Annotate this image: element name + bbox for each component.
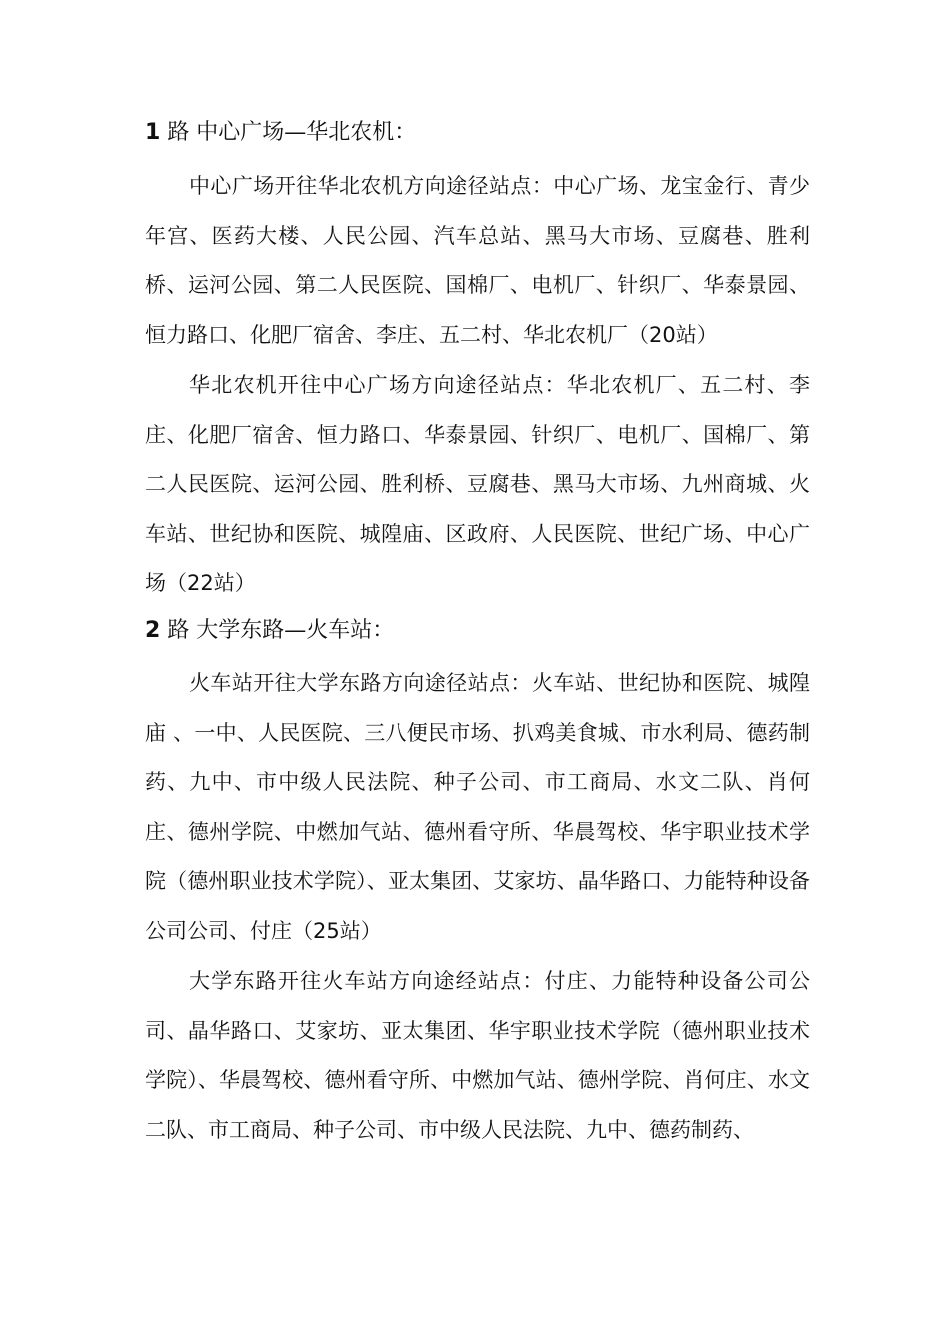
route-1-inbound-count: （22站）	[166, 571, 256, 595]
route-1-outbound-text: 中心广场开往华北农机方向途径站点：中心广场、龙宝金行、青少年宫、医药大楼、人民公园、汽车总站、黑马大市场、豆腐巷、胜利桥、运河公园、第二人民医院、国棉厂、电机厂、针织厂、华泰景园、恒力路口、化肥厂宿舍、李庄、五二村、华北农机厂	[145, 174, 810, 347]
route-1-outbound-stops	[145, 162, 810, 360]
route-2-outbound-count: （25站）	[292, 918, 382, 943]
route-1-inbound-stops	[145, 361, 810, 609]
route-1-inbound-text: 华北农机开往中心广场方向途径站点：华北农机厂、五二村、李庄、化肥厂宿舍、恒力路口、华泰景园、针织厂、电机厂、国棉厂、第二人民医院、运河公园、胜利桥、豆腐巷、黑马大市场、九州商城、火车站、世纪协和医院、城隍庙、区政府、人民医院、世纪广场、中心广场	[145, 373, 810, 595]
route-2-inbound-text: 大学东路开往火车站方向途经站点：付庄、力能特种设备公司公司、晶华路口、艾家坊、亚太集团、华宇职业技术学院（德州职业技术学院）、华晨驾校、德州看守所、中燃加气站、德州学院、肖何庄、水文二队、市工商局、种子公司、市中级人民法院、九中、德药制药、	[145, 969, 810, 1142]
route-1-number: 1	[145, 120, 161, 145]
route-2-title: 路 大学东路—火车站：	[167, 618, 395, 643]
route-2-number: 2	[145, 618, 161, 643]
route-1-outbound-count: （20站）	[628, 322, 718, 347]
route-1-heading	[145, 118, 416, 148]
route-2-heading	[145, 616, 394, 646]
route-2-outbound-stops	[145, 659, 810, 956]
route-2-inbound-stops	[145, 957, 810, 1155]
route-1-title: 路 中心广场—华北农机：	[167, 120, 417, 145]
route-2-outbound-text: 火车站开往大学东路方向途径站点：火车站、世纪协和医院、城隍庙 、一中、人民医院、三八便民市场、扒鸡美食城、市水利局、德药制药、九中、市中级人民法院、种子公司、市工商局、水文二队、肖何庄、德州学院、中燃加气站、德州看守所、华晨驾校、华宇职业技术学院（德州职业技术学院）、亚太集团、艾家坊、晶华路口、力能特种设备公司公司、付庄	[145, 671, 810, 943]
